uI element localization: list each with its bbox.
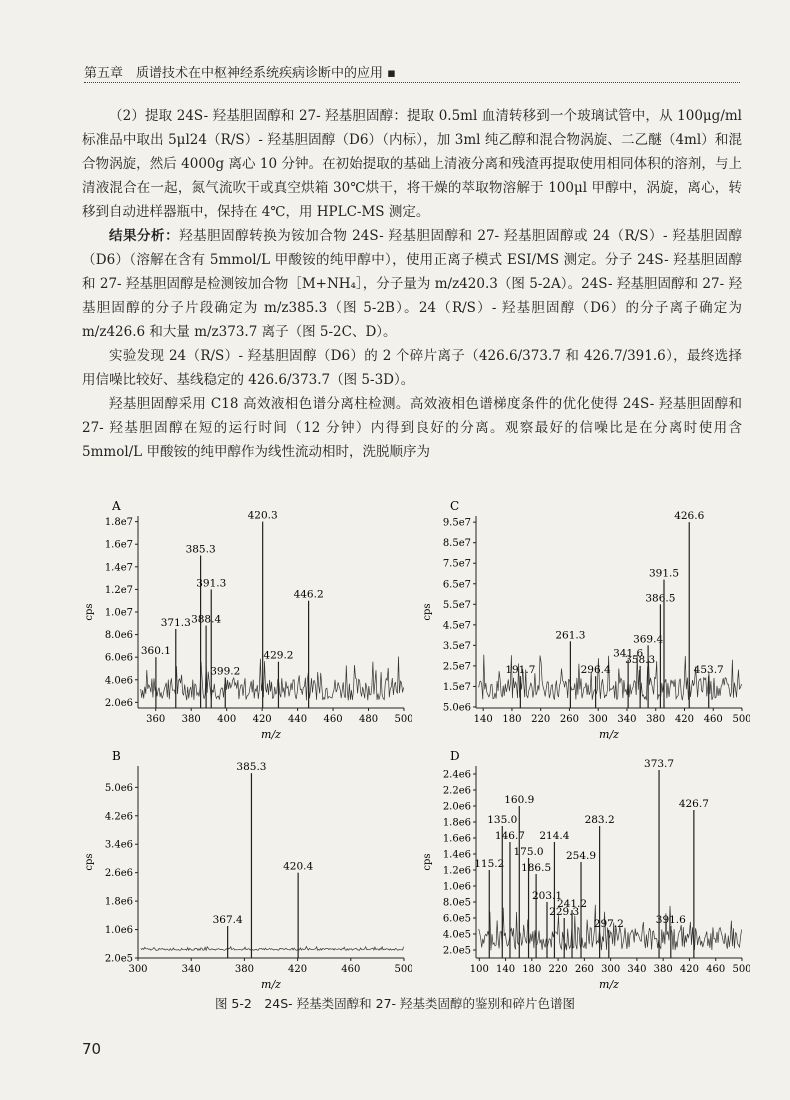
- peak-label: 446.2: [293, 588, 324, 601]
- x-tick-label: 420: [679, 964, 700, 975]
- y-tick-label: 2.0e5: [104, 953, 133, 965]
- peak-label: 369.4: [633, 633, 664, 646]
- y-axis-label: cps: [422, 853, 433, 871]
- result-text: 羟基胆固醇转换为铵加合物 24S- 羟基胆固醇和 27- 羟基胆固醇或 24（R/S）- 羟基胆固醇（D6）（溶解在含有 5mmol/L 甲酸铵的纯甲醇中），使用正离子模式 ESI/MS 测定。分子 24S- 羟基胆固醇和 27- 羟基胆固醇是检测铵加合物［M+NH₄］，分子量为 m/z420.3（图 5-2A）。24S- 羟基胆固醇和 27- 羟基胆固醇的分子片段确定为 m/z385.3（图 5-2B）。24（R/S）- 羟基胆固醇（D6）的分子离子确定为 m/z426.6 和大量 m/z373.7 离子（图 5-2C、D）。: [82, 228, 743, 340]
- y-tick-label: 4.0e6: [104, 675, 133, 687]
- x-tick-label: 460: [706, 964, 726, 975]
- x-tick-label: 380: [653, 964, 673, 975]
- peak-label: 385.3: [236, 761, 267, 774]
- x-tick-label: 460: [341, 964, 361, 975]
- y-tick-label: 2.2e6: [442, 785, 471, 797]
- peak-label: 146.7: [494, 830, 525, 842]
- x-tick-label: 100: [469, 964, 489, 975]
- y-tick-label: 1.6e6: [442, 833, 471, 845]
- y-tick-label: 1.0e7: [104, 607, 133, 619]
- y-tick-label: 2.4e6: [442, 769, 471, 781]
- header-rule: [84, 82, 740, 83]
- chart-panel-b: [82, 750, 412, 990]
- figure-5-2: [82, 500, 752, 990]
- y-tick-label: 1.0e6: [442, 881, 471, 893]
- panel-letter: B: [112, 750, 121, 763]
- x-axis-label: m/z: [599, 978, 619, 990]
- panel-letter: A: [112, 500, 121, 513]
- x-tick-label: 360: [146, 714, 166, 725]
- x-tick-label: 300: [128, 964, 148, 975]
- peak-label: 399.2: [210, 665, 241, 678]
- running-header: [60, 60, 740, 82]
- y-tick-label: 2.0e5: [442, 945, 471, 957]
- peak-label: 175.0: [513, 846, 544, 858]
- y-tick-label: 4.2e6: [104, 811, 133, 823]
- x-tick-label: 420: [674, 714, 695, 725]
- y-tick-label: 3.4e6: [104, 839, 133, 851]
- y-tick-label: 8.5e7: [442, 538, 471, 550]
- chart-panel-d: [420, 750, 750, 990]
- x-tick-label: 180: [522, 964, 542, 975]
- paragraph-extraction: （2）提取 24S- 羟基胆固醇和 27- 羟基胆固醇：提取 0.5ml 血清转移到一个玻璃试管中，从 100μg/ml 标准品中取出 5μl24（R/S）- 羟基胆固醇（D6）（内标），加 3ml 纯乙醇和混合物涡旋、二乙醚（4ml）和混合物涡旋，然后 4000g 离心 10 分钟。在初始提取的基础上清液分离和残渣再提取使用相同体积的溶剂，与上清液混合在一起，氮气流吹干或真空烘箱 30℃烘干，将干燥的萃取物溶解于 100μl 甲醇中，涡旋，离心，转移到自动进样器瓶中，保持在 4℃，用 HPLC-MS 测定。: [82, 108, 742, 220]
- x-tick-label: 500: [394, 964, 412, 975]
- y-tick-label: 8.0e5: [442, 897, 471, 909]
- peak-label: 241.2: [556, 898, 588, 910]
- x-tick-label: 260: [574, 964, 594, 975]
- x-axis-label: m/z: [261, 728, 281, 740]
- y-axis-label: cps: [84, 853, 95, 871]
- peak-label: 214.4: [539, 830, 570, 842]
- peak-label: 135.0: [487, 814, 518, 826]
- panel-letter: D: [450, 750, 460, 763]
- spectrum-noise: [141, 657, 404, 701]
- x-tick-label: 300: [601, 964, 621, 975]
- peak-label: 186.5: [521, 862, 552, 874]
- peak-label: 388.4: [191, 613, 222, 626]
- y-tick-label: 6.0e6: [104, 652, 133, 664]
- y-tick-label: 1.4e7: [104, 562, 133, 574]
- y-tick-label: 1.8e7: [104, 517, 133, 529]
- peak-label: 367.4: [212, 914, 243, 926]
- x-tick-label: 380: [181, 714, 201, 725]
- x-tick-label: 460: [703, 714, 723, 725]
- peak-label: 429.2: [263, 649, 294, 662]
- x-tick-label: 340: [617, 714, 637, 725]
- peak-label: 426.7: [678, 798, 709, 810]
- x-tick-label: 380: [646, 714, 666, 725]
- x-tick-label: 500: [732, 714, 750, 725]
- x-tick-label: 140: [496, 964, 516, 975]
- result-label: 结果分析：: [109, 228, 180, 244]
- y-tick-label: 1.5e7: [442, 681, 471, 693]
- y-tick-label: 4.5e7: [442, 620, 471, 632]
- y-tick-label: 4.0e5: [442, 929, 471, 941]
- x-tick-label: 480: [358, 714, 379, 725]
- peak-label: 420.3: [247, 509, 278, 522]
- chart-d-svg: [420, 750, 750, 990]
- x-tick-label: 220: [548, 964, 568, 975]
- chart-a-svg: [82, 500, 412, 740]
- x-tick-label: 420: [288, 964, 308, 975]
- peak-label: 358.3: [625, 653, 656, 666]
- y-tick-label: 6.0e5: [442, 913, 471, 925]
- y-tick-label: 2.0e6: [442, 801, 471, 813]
- chart-panel-a: [82, 500, 412, 740]
- peak-label: 391.5: [648, 567, 680, 580]
- paragraph-hplc: 羟基胆固醇采用 C18 高效液相色谱分离柱检测。高效液相色谱梯度条件的优化使得 24S- 羟基胆固醇和 27- 羟基胆固醇在短的运行时间（12 分钟）内得到良好的分离。观察最好的信噪比是在分离时使用含 5mmol/L 甲酸铵的纯甲醇作为线性流动相时，洗脱顺序为: [82, 396, 742, 460]
- spectrum-noise: [141, 947, 404, 951]
- peak-label: 371.3: [160, 616, 191, 629]
- x-tick-label: 400: [217, 714, 237, 725]
- chapter-title: 第五章 质谱技术在中枢神经系统疾病诊断中的应用 ▪: [84, 66, 396, 81]
- x-tick-label: 500: [394, 714, 412, 725]
- y-tick-label: 2.0e6: [104, 697, 133, 709]
- x-tick-label: 140: [473, 714, 493, 725]
- peak-label: 453.7: [693, 664, 724, 677]
- x-tick-label: 340: [627, 964, 647, 975]
- peak-label: 229.3: [549, 906, 580, 918]
- peak-label: 420.4: [283, 860, 314, 873]
- y-tick-label: 8.0e6: [104, 630, 133, 642]
- x-axis-label: m/z: [261, 978, 281, 990]
- y-tick-label: 2.6e6: [104, 868, 133, 880]
- peak-label: 191.7: [505, 664, 536, 677]
- x-tick-label: 180: [502, 714, 522, 725]
- y-tick-label: 1.0e6: [104, 925, 133, 937]
- x-tick-label: 300: [588, 714, 608, 725]
- x-axis-label: m/z: [599, 728, 619, 740]
- y-tick-label: 3.5e7: [442, 640, 471, 652]
- peak-label: 391.6: [655, 914, 686, 926]
- y-axis-label: cps: [84, 603, 95, 621]
- y-tick-label: 1.2e6: [442, 865, 471, 877]
- y-tick-label: 7.5e7: [442, 558, 471, 570]
- y-tick-label: 5.0e6: [442, 702, 471, 714]
- peak-label: 115.2: [474, 858, 505, 870]
- y-tick-label: 6.5e7: [442, 579, 471, 591]
- y-tick-label: 1.8e6: [104, 896, 133, 908]
- x-tick-label: 380: [234, 964, 254, 975]
- peak-label: 261.3: [555, 629, 586, 642]
- peak-label: 373.7: [644, 758, 675, 770]
- x-tick-label: 440: [288, 714, 308, 725]
- x-tick-label: 420: [252, 714, 272, 725]
- x-tick-label: 340: [181, 964, 201, 975]
- chart-b-svg: [82, 750, 412, 990]
- x-tick-label: 220: [531, 714, 551, 725]
- peak-label: 391.3: [196, 577, 227, 590]
- spectrum-noise: [479, 655, 742, 701]
- x-tick-label: 460: [323, 714, 343, 725]
- y-tick-label: 1.6e7: [104, 539, 133, 551]
- y-tick-label: 1.4e6: [442, 849, 471, 861]
- y-tick-label: 1.2e7: [104, 584, 133, 596]
- y-tick-label: 9.5e7: [442, 517, 471, 529]
- peak-label: 385.3: [185, 543, 216, 556]
- y-tick-label: 2.5e7: [442, 661, 471, 673]
- peak-label: 386.5: [645, 592, 676, 605]
- peak-label: 254.9: [565, 850, 597, 862]
- y-tick-label: 5.5e7: [442, 599, 471, 611]
- peak-label: 203.1: [531, 890, 563, 902]
- body-text: [82, 104, 742, 464]
- x-tick-label: 500: [732, 964, 750, 975]
- peak-label: 296.4: [580, 664, 611, 677]
- peak-label: 160.9: [504, 794, 535, 806]
- y-axis-label: cps: [422, 603, 433, 621]
- peak-label: 360.1: [140, 645, 171, 658]
- peak-label: 341.6: [613, 647, 644, 660]
- peak-label: 283.2: [584, 814, 615, 826]
- y-tick-label: 5.0e6: [104, 782, 133, 794]
- peak-label: 297.2: [593, 918, 624, 930]
- page-number: 70: [82, 1040, 102, 1058]
- figure-caption: 图 5-2 24S- 羟基类固醇和 27- 羟基类固醇的鉴别和碎片色谱图: [214, 996, 576, 1011]
- paragraph-result: [82, 224, 742, 344]
- peak-label: 426.6: [674, 510, 705, 523]
- paragraph-fragments: 实验发现 24（R/S）- 羟基胆固醇（D6）的 2 个碎片离子（426.6/373.7 和 426.7/391.6），最终选择用信噪比较好、基线稳定的 426.6/373.7（图 5-3D）。: [82, 348, 742, 388]
- x-tick-label: 260: [559, 714, 580, 725]
- chart-c-svg: [420, 500, 750, 740]
- chart-panel-c: [420, 500, 750, 740]
- y-tick-label: 1.8e6: [442, 817, 471, 829]
- panel-letter: C: [450, 500, 460, 513]
